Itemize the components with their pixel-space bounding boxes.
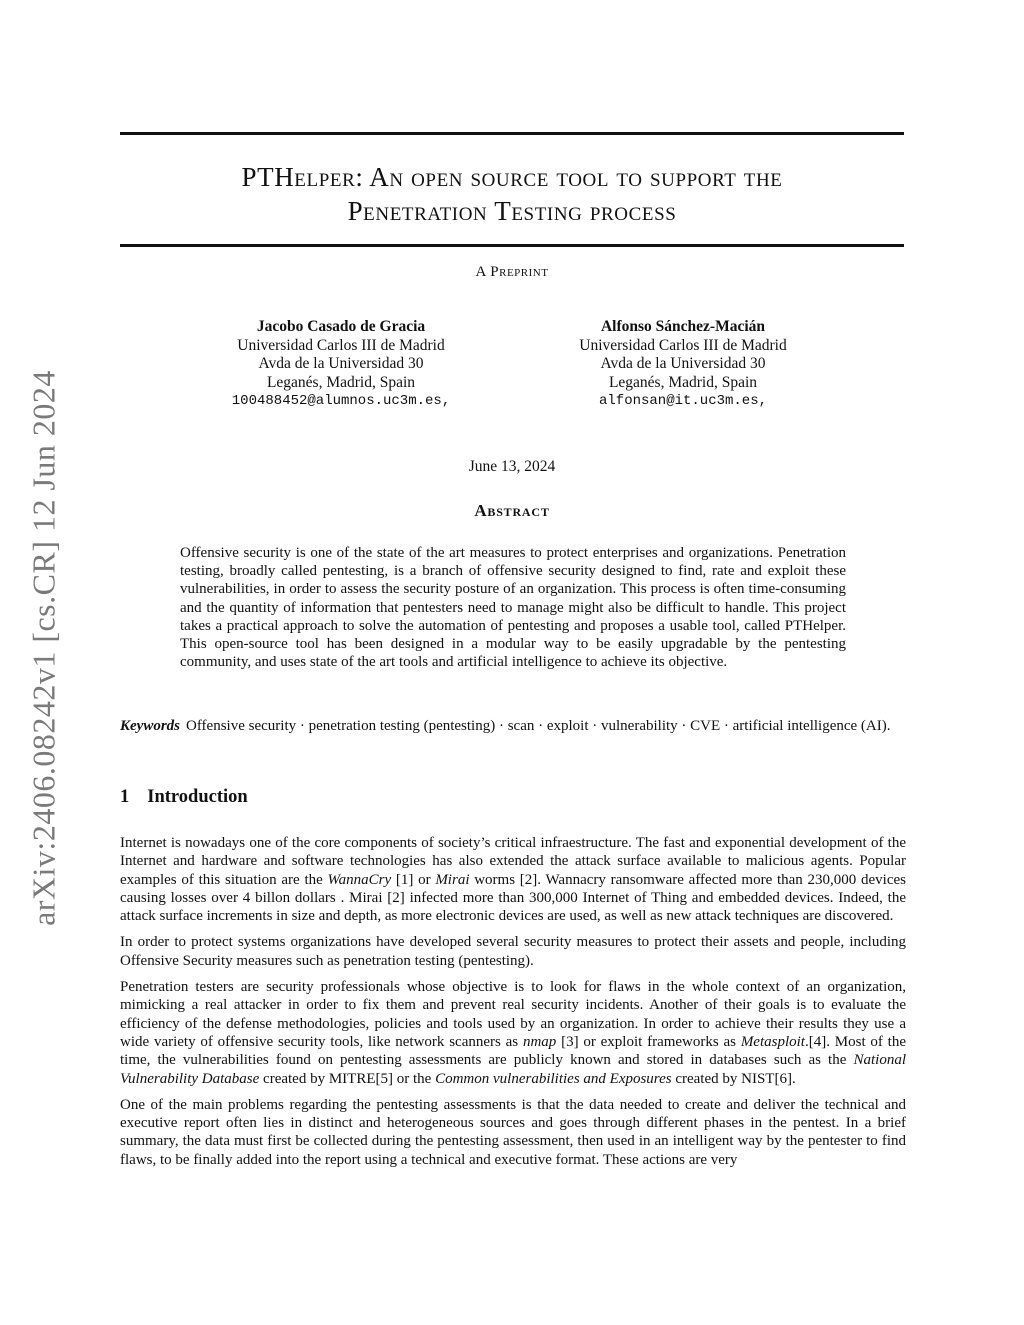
wannacry-term: WannaCry — [327, 871, 392, 888]
author-block-2 — [533, 318, 833, 411]
paper-title — [120, 160, 904, 228]
title-line-1: PTHelper: An open source tool to support the — [241, 162, 783, 192]
paragraph-3 — [120, 978, 906, 1088]
arxiv-identifier-stamp: arXiv:2406.08242v1 [cs.CR] 12 Jun 2024 — [25, 370, 62, 926]
section-heading-introduction — [120, 787, 248, 808]
author-email: alfonsan@it.uc3m.es, — [598, 393, 768, 409]
keywords-block — [120, 717, 906, 735]
paragraph-text: Internet is nowadays one of the core components of society’s critical infraestructure. The fast and exponential development of the Internet and hardware and software technologies has also extended the attack surface available to malicious agents. Popular examples of this situation are the — [120, 835, 906, 888]
paragraph-1 — [120, 834, 906, 925]
paragraph-text: .[4]. Most of the time, the vulnerabilities found on pentesting assessments are publicly known and stored in databases such as the — [120, 1033, 907, 1069]
author-name: Alfonso Sánchez-Macián — [600, 318, 766, 335]
author-affiliation: Universidad Carlos III de Madrid — [579, 336, 787, 354]
section-number: 1 — [120, 787, 130, 807]
author-block-1 — [191, 318, 491, 411]
author-city: Leganés, Madrid, Spain — [266, 373, 416, 391]
paragraph-4: One of the main problems regarding the pentesting assessments is that the data needed to create and deliver the technical and executive report often lies in distinct and heterogeneous sources and goes through different phases in the pentest. In a brief summary, the data must first be collected during the pentesting assessment, then used in an intelligent way by the pentester to find flaws, to be finally added into the report using a technical and executive format. These actions are very — [120, 1096, 906, 1168]
author-city: Leganés, Madrid, Spain — [608, 373, 758, 391]
paragraph-text: created by NIST[6]. — [671, 1070, 796, 1087]
publication-date: June 13, 2024 — [468, 458, 556, 475]
nvd-term: National Vulnerability Database — [120, 1052, 906, 1087]
author-address: Avda de la Universidad 30 — [600, 355, 766, 372]
paragraph-text: [1] or — [391, 871, 436, 888]
section-title: Introduction — [147, 787, 248, 807]
title-line-2: Penetration Testing process — [347, 196, 677, 226]
keywords-text: Offensive security · penetration testing (pentesting) · scan · exploit · vulnerability · CVE · artificial intelligence (AI). — [186, 718, 891, 734]
author-email: 100488452@alumnos.uc3m.es, — [231, 393, 451, 409]
paragraph-text: Penetration testers are security professionals whose objective is to look for flaws in the whole context of an organization, mimicking a real attacker in order to fix them and prevent real security incidents. Another of their goals is to evaluate the efficiency of the defense methodologies, policies and tools used by an organization. In order to achieve their results they use a wide variety of offensive security tools, like network scanners as — [120, 979, 906, 1050]
paragraph-text: [3] or exploit frameworks as — [556, 1033, 741, 1050]
metasploit-term: Metasploit — [740, 1033, 805, 1050]
title-top-rule — [120, 132, 904, 135]
introduction-body — [120, 834, 906, 1177]
paragraph-text: created by MITRE[5] or the — [259, 1070, 436, 1087]
author-name: Jacobo Casado de Gracia — [256, 318, 426, 335]
author-affiliation: Universidad Carlos III de Madrid — [237, 336, 445, 354]
title-bottom-rule — [120, 244, 904, 247]
mirai-term: Mirai — [435, 871, 470, 888]
nmap-term: nmap — [522, 1033, 557, 1050]
author-address: Avda de la Universidad 30 — [258, 355, 424, 372]
preprint-label: A Preprint — [475, 264, 549, 280]
paragraph-2: In order to protect systems organizations have developed several security measures to protect their assets and people, including Offensive Security measures such as penetration testing (pentesting). — [120, 934, 906, 969]
keywords-label: Keywords — [120, 718, 180, 734]
cve-term: Common vulnerabilities and Exposures — [435, 1070, 672, 1087]
abstract-heading: Abstract — [474, 501, 550, 520]
paragraph-text: worms [2]. Wannacry ransomware affected more than 230,000 devices causing losses over 4 billon dollars . Mirai [2] infected more than 300,000 Internet of Thing and embedded devices. Indeed, the attack surface increments in size and depth, as more electronic devices are used, as well as new attack techniques are discovered. — [120, 871, 906, 925]
abstract-text: Offensive security is one of the state of the art measures to protect enterprises and organizations. Penetration testing, broadly called pentesting, is a branch of offensive security designed to find, rate and exploit these vulnerabilities, in order to assess the security posture of an organization. This process is often time-consuming and the quantity of information that pentesters need to manage might also be difficult to handle. This project takes a practical approach to solve the automation of pentesting and proposes a usable tool, called PTHelper. This open-source tool has been designed in a modular way to be easily upgradable by the pentesting community, and uses state of the art tools and artificial intelligence to achieve its objective. — [180, 545, 846, 671]
